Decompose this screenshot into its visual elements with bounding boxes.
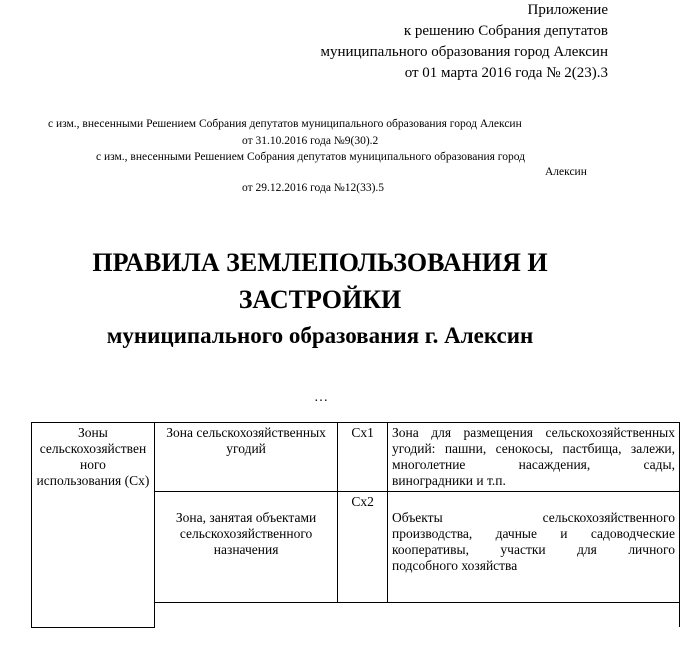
zone-group-label-line: ного bbox=[79, 457, 106, 472]
amendment-2-line-1: с изм., внесенными Решением Собрания депутатов муниципального образования город bbox=[96, 151, 525, 163]
zone-name-cell bbox=[154, 423, 337, 492]
zone-description-cell bbox=[388, 492, 680, 603]
amendment-1-line-2: от 31.10.2016 года №9(30).2 bbox=[242, 135, 379, 147]
appendix-decision: к решению Собрания депутатов bbox=[403, 23, 608, 39]
document-subtitle: муниципального образования г. Алексин bbox=[106, 323, 534, 348]
document-title-line-2: ЗАСТРОЙКИ bbox=[238, 285, 402, 314]
zone-name-line: угодий bbox=[226, 441, 266, 456]
zone-description-line: производства, дачные и садоводческие bbox=[392, 526, 675, 541]
zone-description-line: Зона для размещения сельскохозяйственных bbox=[392, 425, 675, 440]
ellipsis: … bbox=[314, 390, 328, 405]
zone-group-cell bbox=[32, 423, 155, 628]
document-title-line-1: ПРАВИЛА ЗЕМЛЕПОЛЬЗОВАНИЯ И bbox=[92, 248, 548, 277]
zone-name-cell bbox=[154, 492, 337, 603]
zone-group-label-line: использования (Сх) bbox=[36, 473, 150, 488]
zone-name-line: Зона, занятая объектами bbox=[175, 510, 317, 525]
zone-name-line: сельскохозяйственного bbox=[179, 526, 313, 541]
zone-description-line: многолетние насаждения, сады, bbox=[392, 457, 675, 472]
zone-code-cell: Сх1 bbox=[338, 423, 388, 492]
zone-code-cell: Сх2 bbox=[338, 492, 388, 603]
zone-name-line: Зона сельскохозяйственных bbox=[166, 425, 326, 440]
zone-name-line: назначения bbox=[213, 542, 279, 557]
zones-table bbox=[31, 422, 680, 628]
appendix-municipality: муниципального образования город Алексин bbox=[320, 44, 608, 60]
zone-group-label-line: сельскохозяйствен bbox=[39, 441, 147, 456]
appendix-title: Приложение bbox=[527, 2, 608, 18]
zone-description-line: виноградники и т.п. bbox=[392, 473, 506, 488]
amendment-2-line-2: Алексин bbox=[545, 166, 587, 178]
zone-description-cell bbox=[388, 423, 680, 492]
zone-description-line: угодий: пашни, сенокосы, пастбища, залежи, bbox=[392, 441, 675, 456]
zone-description-line: подсобного хозяйства bbox=[392, 558, 518, 573]
zone-description-line: Объекты сельскохозяйственного bbox=[392, 510, 675, 525]
table-row bbox=[32, 423, 680, 492]
appendix-date: от 01 марта 2016 года № 2(23).3 bbox=[404, 65, 608, 81]
amendment-2-line-3: от 29.12.2016 года №12(33).5 bbox=[242, 182, 385, 194]
appendix-header bbox=[320, 0, 608, 84]
table-continuation-cell bbox=[154, 603, 679, 628]
amendment-1-line-1: с изм., внесенными Решением Собрания депутатов муниципального образования город Алексин bbox=[48, 118, 522, 130]
zone-group-label-line: Зоны bbox=[78, 425, 108, 440]
zone-description-line: кооперативы, участки для личного bbox=[392, 542, 675, 557]
